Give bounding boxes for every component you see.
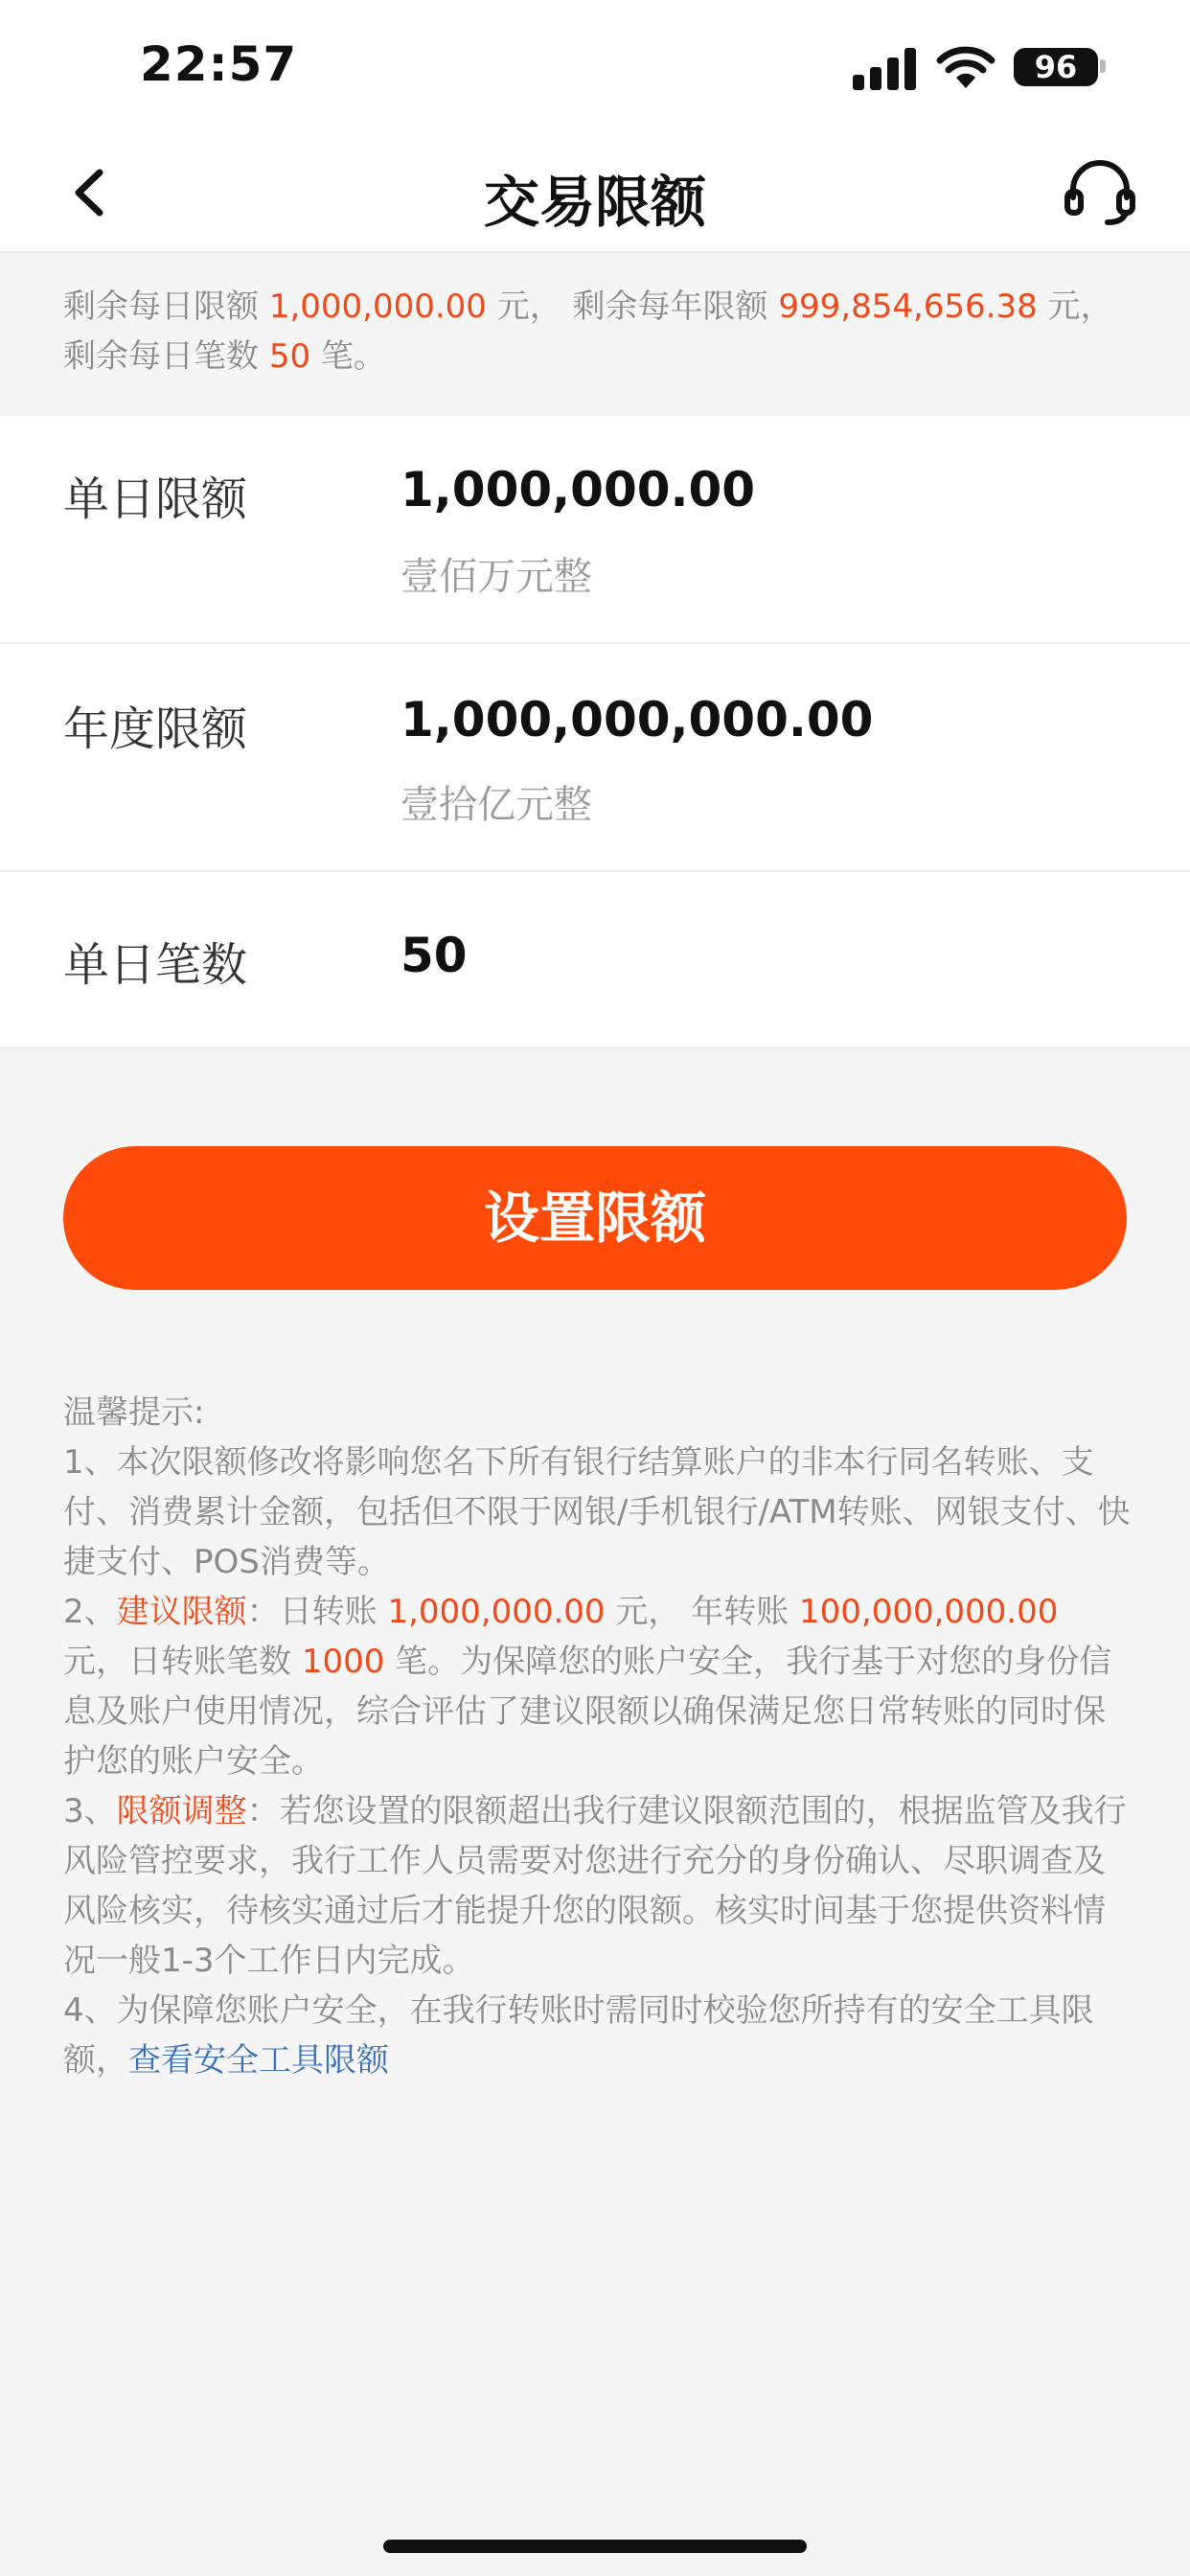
battery-icon: 96 xyxy=(1014,48,1098,86)
headset-icon[interactable] xyxy=(1064,159,1136,226)
tips-item-1: 1、本次限额修改将影响您名下所有银行结算账户的非本行同名转账、支付、消费累计金额，包括但不限于网银/手机银行/ATM转账、网银支付、快捷支付、POS消费等。 xyxy=(63,1443,1131,1581)
daily-limit-label: 单日限额 xyxy=(63,472,248,526)
suggested-limit-keyword: 建议限额 xyxy=(116,1593,247,1631)
suggested-yearly-value: 100,000,000.00 xyxy=(799,1593,1059,1631)
daily-count-remaining-value: 50 xyxy=(268,337,311,376)
status-bar xyxy=(0,0,1190,134)
limit-form xyxy=(0,416,1190,1048)
notice-text-part: 剩余每日限额 xyxy=(63,288,269,326)
suggested-count-value: 1000 xyxy=(301,1643,385,1681)
page-title: 交易限额 xyxy=(483,170,706,235)
daily-count-label: 单日笔数 xyxy=(63,938,248,992)
daily-count-row[interactable] xyxy=(0,872,1190,1048)
status-time: 22:57 xyxy=(140,36,298,92)
yearly-remaining-value: 999,854,656.38 xyxy=(778,288,1038,326)
notice-text-part: 笔。 xyxy=(310,337,386,376)
yearly-limit-label: 年度限额 xyxy=(63,702,248,756)
tips-text-part: 3、 xyxy=(63,1792,117,1830)
tips-text-part: 笔。为保障您的账户安全，我行基于对您的身份信息及账户使用情况，综合评估了建议限额以确保满足您日常转账的同时保护您的账户安全。 xyxy=(63,1643,1112,1781)
daily-limit-caption: 壹佰万元整 xyxy=(400,555,592,599)
notice-text-part: 元， 剩余每年限额 xyxy=(486,288,779,326)
wifi-icon xyxy=(935,44,996,90)
tips-item-3 xyxy=(63,1786,1133,1986)
notice-text xyxy=(63,282,1127,381)
notice-text-part: 元， 剩余每日笔数 xyxy=(63,288,1113,376)
tips-text-part: 元，日转账笔数 xyxy=(63,1643,302,1681)
yearly-limit-input[interactable]: 1,000,000,000.00 xyxy=(400,692,874,748)
tips-text-part: ：若您设置的限额超出我行建议限额范围的，根据监管及我行风险管控要求，我行工作人员需要对您进行充分的身份确认、尽职调查及风险核实，待核实通过后才能提升您的限额。核实时间基于您提供资料情况一般1-3个工作日内完成。 xyxy=(63,1792,1127,1980)
tips-item-4 xyxy=(63,1986,1133,2085)
daily-count-input[interactable]: 50 xyxy=(400,928,468,983)
tips-section xyxy=(63,1388,1133,2085)
tips-text-part: 元， 年转账 xyxy=(605,1593,799,1631)
view-security-tool-limit-link[interactable]: 查看安全工具限额 xyxy=(128,2041,389,2080)
yearly-limit-caption: 壹拾亿元整 xyxy=(400,783,592,827)
daily-limit-row[interactable] xyxy=(0,416,1190,644)
nav-bar xyxy=(0,134,1190,253)
tips-text-part: 2、 xyxy=(63,1593,117,1631)
suggested-daily-value: 1,000,000.00 xyxy=(387,1593,606,1631)
daily-limit-input[interactable]: 1,000,000.00 xyxy=(400,462,756,518)
yearly-limit-row[interactable] xyxy=(0,644,1190,872)
cellular-signal-icon xyxy=(853,46,920,90)
tips-text-part: ：日转账 xyxy=(246,1593,388,1631)
limit-adjust-keyword: 限额调整 xyxy=(116,1792,247,1830)
tips-title: 温馨提示: xyxy=(63,1393,205,1432)
set-limit-button[interactable]: 设置限额 xyxy=(63,1146,1127,1290)
tips-item-2 xyxy=(63,1587,1133,1786)
daily-remaining-value: 1,000,000.00 xyxy=(268,288,487,326)
divider xyxy=(0,1046,1190,1048)
battery-tip xyxy=(1100,59,1106,73)
tips-text-part: 4、为保障您账户安全，在我行转账时需同时校验您所持有的安全工具限额， xyxy=(63,1991,1094,2080)
home-indicator xyxy=(383,2540,807,2553)
remaining-limits-notice xyxy=(0,253,1190,414)
